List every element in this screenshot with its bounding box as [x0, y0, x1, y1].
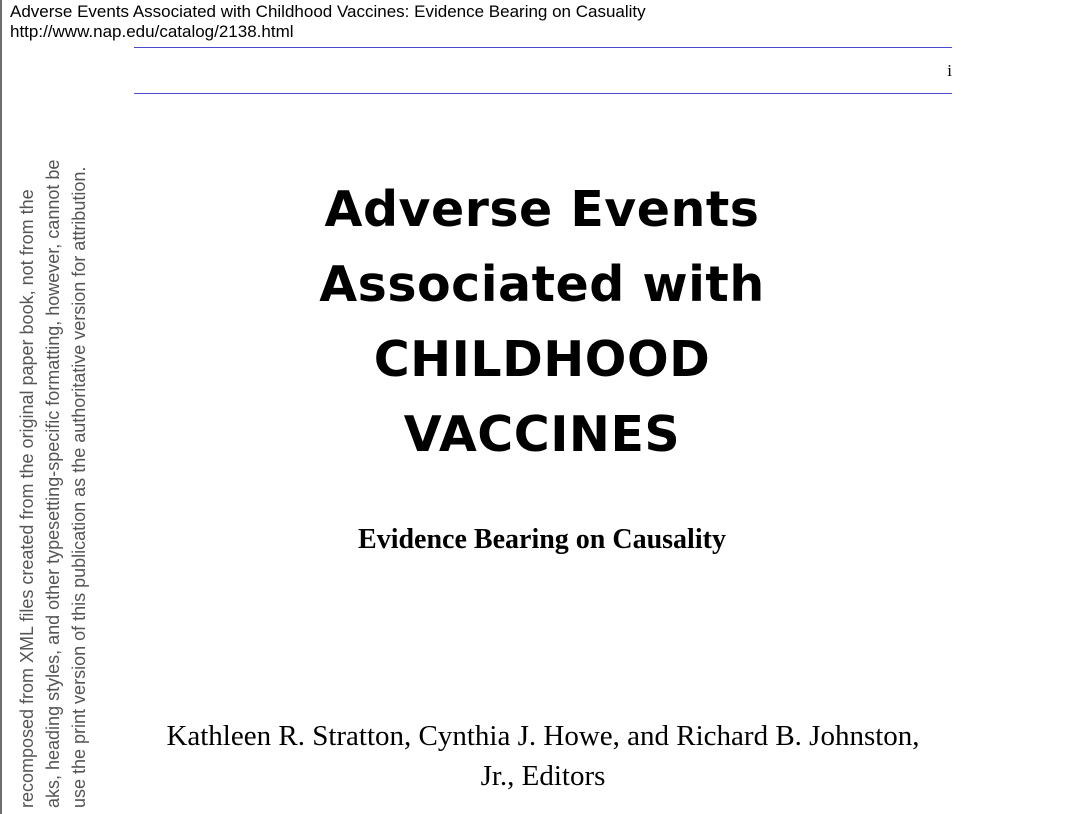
- book-title-line: Adverse Events: [324, 181, 760, 238]
- book-title: [242, 172, 842, 472]
- book-title-line: Associated with: [319, 256, 765, 313]
- top-rule: [134, 47, 952, 48]
- editors-line: Jr., Editors: [480, 760, 606, 792]
- editors-line: Kathleen R. Stratton, Cynthia J. Howe, and Richard B. Johnston,: [166, 720, 920, 752]
- book-title-line: VACCINES: [403, 406, 681, 463]
- book-editors: [134, 716, 952, 796]
- book-title-line: CHILDHOOD: [373, 331, 711, 388]
- document-header-title: Adverse Events Associated with Childhood Vaccines: Evidence Bearing on Casuality: [10, 2, 646, 21]
- left-border: [0, 0, 2, 814]
- header-rule: [134, 93, 952, 94]
- book-subtitle: Evidence Bearing on Causality: [358, 524, 726, 555]
- page-number: i: [947, 61, 952, 80]
- sidebar-notice-line: recomposed from XML files created from the original paper book, not from the: [17, 189, 37, 808]
- sidebar-notice-line: aks, heading styles, and other typesetting-specific formatting, however, cannot be: [43, 159, 63, 808]
- sidebar-notice-line: use the print version of this publication as the authoritative version for attribution.: [69, 166, 89, 808]
- catalog-url-link[interactable]: http://www.nap.edu/catalog/2138.html: [10, 22, 294, 41]
- copyright-sidebar-notice: [14, 68, 92, 808]
